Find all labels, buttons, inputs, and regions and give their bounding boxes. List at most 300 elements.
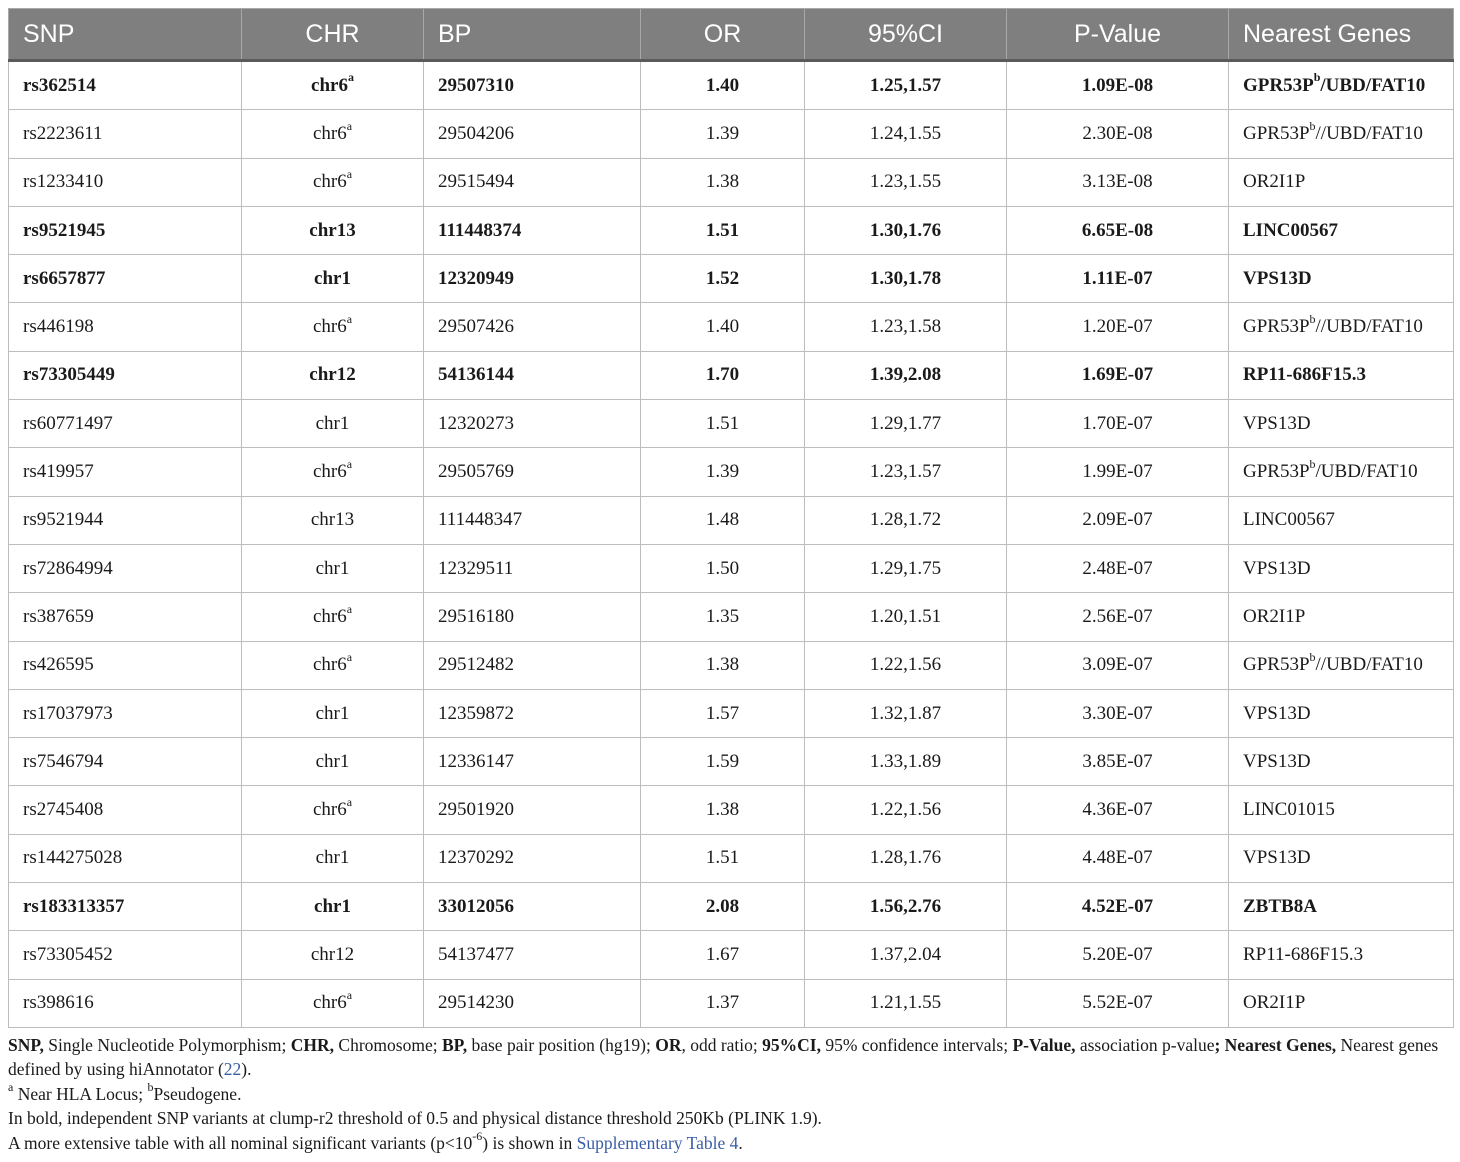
cell-ci [805, 351, 1007, 399]
cell-or [641, 593, 805, 641]
cell-ci [805, 61, 1007, 110]
cell-bp [424, 689, 641, 737]
cell-ci: 1.37,2.04 [869, 943, 942, 965]
cell-or: 1.51 [705, 219, 740, 241]
cell-gene-pre: VPS13D [1243, 847, 1311, 869]
cell-snp [9, 158, 242, 206]
abbrev-term: ; Nearest Genes, [1214, 1035, 1337, 1055]
cell-ci: 1.22,1.56 [869, 799, 942, 821]
cell-p: 1.69E-07 [1081, 364, 1154, 386]
cell-snp: rs2223611 [23, 122, 103, 144]
cell-gene-pre: VPS13D [1243, 750, 1311, 772]
abbrev-term: SNP, [8, 1035, 44, 1055]
table-row [9, 883, 1454, 931]
cell-chr [242, 834, 424, 882]
cell-bp: 29512482 [438, 654, 514, 676]
cell-pvalue [1007, 110, 1229, 158]
abbrev-desc: Chromosome; [334, 1035, 442, 1055]
cell-snp [9, 641, 242, 689]
cell-nearest-genes [1229, 689, 1454, 737]
cell-chr [242, 206, 424, 254]
cell-snp: rs73305449 [23, 364, 115, 386]
cell-snp: rs398616 [23, 992, 94, 1014]
abbrev-desc: association p-value [1075, 1035, 1215, 1055]
cell-chr: chr6 [312, 316, 347, 338]
cell-ci [805, 400, 1007, 448]
cell-gene-pre: GPR53P [1243, 316, 1310, 338]
table-row [9, 110, 1454, 158]
cell-gene-sup: b [1309, 649, 1316, 664]
table-row [9, 544, 1454, 592]
cell-chr-sup: a [346, 794, 353, 809]
cell-or: 1.38 [705, 799, 740, 821]
cell-or [641, 786, 805, 834]
cell-chr: chr1 [315, 750, 350, 772]
extensive-pre: A more extensive table with all nominal significant variants (p<10 [8, 1133, 473, 1153]
cell-snp [9, 110, 242, 158]
cell-gene-pre: RP11-686F15.3 [1243, 364, 1366, 386]
cell-chr [242, 448, 424, 496]
cell-gene-pre: ZBTB8A [1243, 895, 1317, 917]
header-bp: BP [424, 9, 641, 61]
extensive-mid: ) is shown in [482, 1133, 577, 1153]
cell-chr: chr13 [310, 509, 355, 531]
cell-or: 1.39 [705, 122, 740, 144]
abbrev-term: CHR, [290, 1035, 335, 1055]
cell-chr [242, 110, 424, 158]
abbrev-desc: Nearest genes defined by using hiAnnotator ( [8, 1035, 1439, 1079]
cell-ci [805, 834, 1007, 882]
cell-or [641, 979, 805, 1027]
abbrev-term: 95%CI, [762, 1035, 821, 1055]
cell-p: 3.09E-07 [1082, 654, 1153, 676]
reference-link[interactable]: 22 [223, 1059, 242, 1079]
cell-bp: 54136144 [438, 364, 514, 386]
table-row [9, 351, 1454, 399]
cell-chr [242, 593, 424, 641]
header-chr: CHR [242, 9, 424, 61]
table-row [9, 303, 1454, 351]
cell-snp [9, 834, 242, 882]
cell-or [641, 496, 805, 544]
cell-chr-sup: a [346, 311, 353, 326]
cell-ci: 1.23,1.58 [869, 316, 942, 338]
cell-pvalue [1007, 786, 1229, 834]
cell-p: 1.20E-07 [1082, 316, 1153, 338]
abbrev-desc: 95% confidence intervals; [820, 1035, 1013, 1055]
cell-ci [805, 689, 1007, 737]
cell-or: 1.38 [705, 171, 740, 193]
cell-or: 1.67 [705, 943, 740, 965]
cell-gene-pre: VPS13D [1243, 702, 1311, 724]
cell-bp: 54137477 [438, 943, 514, 965]
extensive-end: . [738, 1133, 743, 1153]
cell-or [641, 883, 805, 931]
cell-or: 1.51 [705, 412, 740, 434]
cell-nearest-genes [1229, 61, 1454, 110]
cell-gene-pre: VPS13D [1243, 557, 1311, 579]
cell-or [641, 738, 805, 786]
cell-gene-sup: b [1309, 456, 1316, 471]
cell-ci [805, 931, 1007, 979]
footnote-bold-note: In bold, independent SNP variants at clump-r2 threshold of 0.5 and physical distance threshold 250Kb (PLINK 1.9). [8, 1108, 822, 1128]
cell-snp [9, 303, 242, 351]
cell-p: 1.11E-07 [1082, 267, 1153, 289]
table-row [9, 206, 1454, 254]
table-row [9, 641, 1454, 689]
cell-pvalue [1007, 834, 1229, 882]
footnote-abbreviations [8, 1033, 1453, 1081]
cell-ci [805, 110, 1007, 158]
cell-chr: chr6 [312, 799, 347, 821]
cell-nearest-genes [1229, 641, 1454, 689]
cell-bp [424, 61, 641, 110]
cell-nearest-genes [1229, 158, 1454, 206]
cell-pvalue [1007, 931, 1229, 979]
cell-pvalue [1007, 496, 1229, 544]
cell-or [641, 544, 805, 592]
cell-chr: chr1 [315, 557, 350, 579]
cell-or: 1.48 [705, 509, 740, 531]
cell-gene-pre: GPR53P [1243, 122, 1310, 144]
cell-p: 1.70E-07 [1082, 412, 1153, 434]
cell-nearest-genes [1229, 448, 1454, 496]
cell-chr: chr6 [311, 74, 348, 96]
cell-chr: chr1 [315, 847, 350, 869]
cell-snp [9, 544, 242, 592]
cell-bp [424, 206, 641, 254]
cell-bp: 29514230 [438, 992, 514, 1014]
note-a-text: Near HLA Locus; [13, 1084, 148, 1104]
cell-bp [424, 255, 641, 303]
cell-chr [242, 400, 424, 448]
cell-or [641, 834, 805, 882]
cell-bp: 12320949 [438, 267, 514, 289]
cell-gene-pre: GPR53P [1243, 74, 1314, 96]
cell-ci [805, 158, 1007, 206]
cell-gene-pre: OR2I1P [1243, 605, 1306, 627]
cell-p: 1.09E-08 [1081, 74, 1154, 96]
table-header-row [9, 9, 1454, 61]
cell-bp [424, 400, 641, 448]
table-row [9, 979, 1454, 1027]
cell-nearest-genes [1229, 110, 1454, 158]
cell-nearest-genes [1229, 834, 1454, 882]
cell-or: 1.35 [705, 605, 740, 627]
cell-bp: 12370292 [438, 847, 514, 869]
cell-ci: 1.28,1.72 [869, 509, 942, 531]
cell-p: 1.99E-07 [1082, 461, 1153, 483]
cell-ci: 1.21,1.55 [869, 992, 942, 1014]
cell-snp: rs362514 [23, 74, 96, 96]
cell-p: 4.36E-07 [1082, 799, 1153, 821]
cell-snp: rs419957 [23, 461, 94, 483]
cell-chr [242, 979, 424, 1027]
cell-bp [424, 979, 641, 1027]
cell-snp [9, 979, 242, 1027]
cell-or [641, 931, 805, 979]
cell-bp [424, 303, 641, 351]
cell-chr: chr1 [314, 895, 351, 917]
cell-nearest-genes [1229, 593, 1454, 641]
cell-ci: 1.39,2.08 [869, 364, 942, 386]
cell-chr [242, 786, 424, 834]
cell-pvalue [1007, 641, 1229, 689]
note-a-mark: a [8, 1080, 14, 1095]
cell-chr: chr6 [312, 122, 347, 144]
cell-chr [242, 303, 424, 351]
cell-bp [424, 834, 641, 882]
note-b-text: Pseudogene. [153, 1084, 242, 1104]
cell-ci [805, 255, 1007, 303]
cell-gene-post: //UBD/FAT10 [1315, 654, 1423, 676]
cell-or: 1.50 [705, 557, 740, 579]
cell-ci [805, 593, 1007, 641]
cell-gene-post: /UBD/FAT10 [1315, 461, 1418, 483]
cell-nearest-genes [1229, 544, 1454, 592]
cell-chr [242, 61, 424, 110]
cell-chr: chr6 [312, 605, 347, 627]
cell-pvalue [1007, 448, 1229, 496]
cell-bp: 29504206 [438, 122, 514, 144]
abbrev-term: OR [655, 1035, 682, 1055]
cell-bp [424, 883, 641, 931]
cell-ci [805, 883, 1007, 931]
cell-gene-pre: RP11-686F15.3 [1243, 943, 1364, 965]
abbrev-desc: Single Nucleotide Polymorphism; [43, 1035, 291, 1055]
cell-chr: chr1 [315, 702, 350, 724]
cell-bp: 12329511 [438, 557, 514, 579]
cell-ci: 1.23,1.55 [869, 171, 942, 193]
cell-gene-post: //UBD/FAT10 [1315, 122, 1423, 144]
table-row [9, 496, 1454, 544]
header-or: OR [641, 9, 805, 61]
cell-ci: 1.56,2.76 [869, 895, 942, 917]
cell-snp: rs9521945 [23, 219, 106, 241]
cell-p: 5.52E-07 [1082, 992, 1153, 1014]
table-row [9, 738, 1454, 786]
cell-p: 4.48E-07 [1082, 847, 1153, 869]
cell-p: 2.09E-07 [1082, 509, 1153, 531]
cell-ci [805, 738, 1007, 786]
cell-bp [424, 110, 641, 158]
cell-chr: chr1 [315, 412, 350, 434]
cell-ci [805, 641, 1007, 689]
cell-bp: 29507310 [438, 74, 514, 96]
cell-bp: 29515494 [438, 171, 514, 193]
cell-chr [242, 931, 424, 979]
table-row [9, 786, 1454, 834]
cell-pvalue [1007, 255, 1229, 303]
cell-gene-pre: LINC00567 [1243, 219, 1339, 241]
cell-chr [242, 255, 424, 303]
cell-or [641, 110, 805, 158]
cell-ci: 1.28,1.76 [869, 847, 942, 869]
cell-snp: rs17037973 [23, 702, 113, 724]
cell-bp [424, 158, 641, 206]
cell-chr-sup: a [346, 649, 353, 664]
header-nearest-genes: Nearest Genes [1229, 9, 1454, 61]
cell-snp [9, 400, 242, 448]
table-row [9, 158, 1454, 206]
cell-or: 1.52 [705, 267, 740, 289]
abbrev-term: BP, [441, 1035, 468, 1055]
cell-p: 3.30E-07 [1082, 702, 1153, 724]
cell-bp: 111448374 [438, 219, 522, 241]
cell-snp: rs426595 [23, 654, 94, 676]
cell-snp: rs1233410 [23, 171, 104, 193]
cell-nearest-genes [1229, 738, 1454, 786]
cell-chr: chr6 [312, 654, 347, 676]
cell-or: 1.57 [705, 702, 740, 724]
cell-snp: rs73305452 [23, 943, 113, 965]
cell-ci: 1.32,1.87 [869, 702, 942, 724]
cell-bp: 12359872 [438, 702, 514, 724]
table-row [9, 448, 1454, 496]
cell-pvalue [1007, 979, 1229, 1027]
note-b-mark: b [147, 1080, 154, 1095]
cell-or [641, 61, 805, 110]
cell-bp: 29507426 [438, 316, 514, 338]
cell-gene-pre: VPS13D [1243, 267, 1312, 289]
abbrev-term: P-Value, [1012, 1035, 1076, 1055]
table-body [9, 61, 1454, 1028]
cell-bp [424, 496, 641, 544]
cell-snp: rs2745408 [23, 799, 104, 821]
cell-chr: chr6 [312, 461, 347, 483]
cell-pvalue [1007, 61, 1229, 110]
cell-or [641, 351, 805, 399]
cell-bp [424, 593, 641, 641]
cell-chr [242, 738, 424, 786]
cell-ci [805, 303, 1007, 351]
extensive-exp: -6 [472, 1129, 483, 1144]
cell-pvalue [1007, 544, 1229, 592]
cell-p: 2.48E-07 [1082, 557, 1153, 579]
cell-bp [424, 738, 641, 786]
cell-or [641, 448, 805, 496]
cell-gene-pre: GPR53P [1243, 654, 1310, 676]
cell-nearest-genes [1229, 496, 1454, 544]
cell-p: 6.65E-08 [1081, 219, 1154, 241]
cell-nearest-genes [1229, 979, 1454, 1027]
cell-snp [9, 593, 242, 641]
cell-chr [242, 689, 424, 737]
cell-or: 1.59 [705, 750, 740, 772]
cell-snp: rs60771497 [23, 412, 113, 434]
cell-snp: rs144275028 [23, 847, 123, 869]
cell-chr [242, 496, 424, 544]
cell-ci [805, 979, 1007, 1027]
cell-or [641, 689, 805, 737]
table-row [9, 400, 1454, 448]
cell-p: 2.30E-08 [1082, 122, 1153, 144]
cell-or: 1.37 [705, 992, 740, 1014]
cell-pvalue [1007, 351, 1229, 399]
cell-snp [9, 738, 242, 786]
cell-ci: 1.22,1.56 [869, 654, 942, 676]
cell-chr-sup: a [346, 987, 353, 1002]
cell-snp: rs387659 [23, 605, 94, 627]
cell-snp: rs6657877 [23, 267, 106, 289]
cell-chr-sup: a [346, 166, 353, 181]
cell-or [641, 641, 805, 689]
cell-or [641, 400, 805, 448]
cell-ci: 1.25,1.57 [869, 74, 942, 96]
footnote-extensive [8, 1131, 1453, 1155]
cell-chr: chr12 [310, 943, 355, 965]
cell-ci [805, 206, 1007, 254]
abbrev-desc: base pair position (hg19); [467, 1035, 656, 1055]
cell-bp: 29505769 [438, 461, 514, 483]
cell-gene-sup: b [1313, 70, 1321, 85]
cell-snp [9, 689, 242, 737]
cell-bp [424, 931, 641, 979]
cell-bp [424, 448, 641, 496]
cell-bp: 111448347 [438, 509, 523, 531]
cell-nearest-genes [1229, 931, 1454, 979]
abbrev-end: ). [241, 1059, 252, 1079]
cell-nearest-genes [1229, 255, 1454, 303]
cell-nearest-genes [1229, 206, 1454, 254]
cell-gene-pre: OR2I1P [1243, 171, 1306, 193]
cell-gene-sup: b [1309, 118, 1316, 133]
cell-snp: rs183313357 [23, 895, 125, 917]
cell-gene-pre: GPR53P [1243, 461, 1310, 483]
cell-bp [424, 544, 641, 592]
table-row [9, 834, 1454, 882]
table-row [9, 931, 1454, 979]
cell-chr [242, 883, 424, 931]
cell-gene-pre: VPS13D [1243, 412, 1311, 434]
cell-ci: 1.33,1.89 [869, 750, 942, 772]
cell-pvalue [1007, 689, 1229, 737]
header-pvalue: P-Value [1007, 9, 1229, 61]
cell-pvalue [1007, 303, 1229, 351]
cell-or: 1.40 [705, 316, 740, 338]
cell-or [641, 303, 805, 351]
table-row [9, 61, 1454, 110]
cell-snp [9, 931, 242, 979]
cell-chr [242, 641, 424, 689]
cell-chr: chr6 [312, 992, 347, 1014]
cell-snp: rs72864994 [23, 557, 113, 579]
cell-pvalue [1007, 738, 1229, 786]
cell-snp [9, 448, 242, 496]
cell-or [641, 158, 805, 206]
cell-or: 2.08 [705, 895, 740, 917]
cell-pvalue [1007, 400, 1229, 448]
cell-p: 3.85E-07 [1082, 750, 1153, 772]
cell-gene-sup: b [1309, 311, 1316, 326]
cell-pvalue [1007, 206, 1229, 254]
cell-chr [242, 544, 424, 592]
cell-chr-sup: a [346, 456, 353, 471]
cell-bp [424, 641, 641, 689]
cell-ci: 1.30,1.78 [869, 267, 942, 289]
cell-snp [9, 883, 242, 931]
cell-p: 2.56E-07 [1082, 605, 1153, 627]
cell-pvalue [1007, 158, 1229, 206]
cell-chr: chr12 [309, 364, 356, 386]
table-row [9, 689, 1454, 737]
cell-chr-sup: a [347, 70, 354, 85]
abbrev-desc: , odd ratio; [681, 1035, 763, 1055]
supplementary-table-link[interactable]: Supplementary Table 4 [576, 1133, 739, 1153]
cell-chr: chr1 [314, 267, 351, 289]
header-ci: 95%CI [805, 9, 1007, 61]
footnote-markers [8, 1082, 1453, 1106]
